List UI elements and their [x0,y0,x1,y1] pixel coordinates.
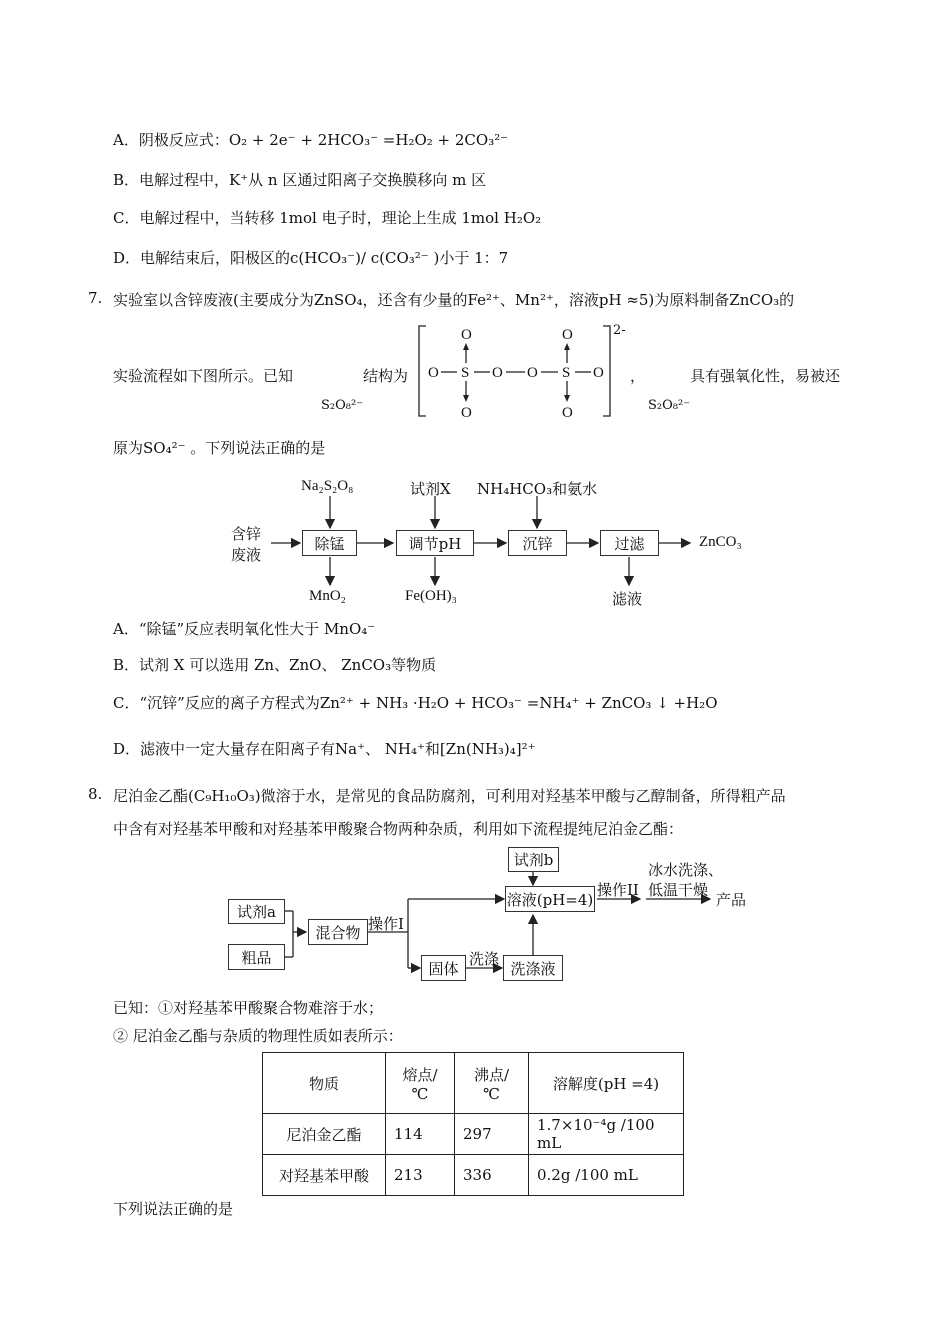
flow-reagent-nh4hco3: NH₄HCO₃和氨水 [477,480,598,498]
option-text: 电解过程中，当转移 1mol 电子时，理论上生成 1mol H₂O₂ [139,209,542,227]
q8-label-op2: 操作II [597,881,639,899]
q8-known-1: 已知：①对羟基苯甲酸聚合物难溶于水； [113,999,384,1017]
table-header-row [263,1053,684,1114]
flow-output-feoh3: Fe(OH)₃ [405,588,457,604]
q8-label-op1: 操作I [368,915,404,933]
table-header-line: ℃ [483,1084,500,1103]
svg-text:O: O [593,365,604,381]
q6-option-d [113,247,508,268]
q7-stem-line2d: 具有强氧化性，易被还 [690,367,841,385]
option-key: B． [113,171,140,189]
q8-box-solid: 固体 [421,955,466,981]
table-row [263,1155,684,1196]
q8-box-wash-liquid: 洗涤液 [503,955,563,981]
s2o8-formula-left: S₂O₈²⁻ [321,398,364,413]
svg-text:O: O [562,405,573,421]
table-cell: 114 [386,1114,455,1155]
q7-stem-line3: 原为SO₄²⁻ 。下列说法正确的是 [113,439,326,457]
option-text: 滤液中一定大量存在阳离子有Na⁺、 NH₄⁺和[Zn(NH₃)₄]²⁺ [140,740,536,758]
table-cell: 336 [455,1155,529,1196]
svg-text:O: O [461,405,472,421]
flow-step-precipitate-zn: 沉锌 [508,530,567,556]
q8-box-mixture: 混合物 [308,919,368,945]
option-key: A． [113,131,139,149]
option-text: “除锰”反应表明氧化性大于 MnO₄⁻ [138,620,376,638]
table-header-cell [386,1053,455,1114]
flow-start-label-1: 含锌 [231,525,262,543]
properties-table [262,1052,684,1196]
table-cell: 1.7×10⁻⁴g /100 mL [529,1114,684,1155]
svg-text:O: O [492,365,503,381]
option-text: 阴极反应式：O₂ + 2e⁻ + 2HCO₃⁻ =H₂O₂ + 2CO₃²⁻ [138,131,509,149]
table-header-line: ℃ [411,1084,429,1103]
q6-option-c [113,207,541,228]
option-text: “沉锌”反应的离子方程式为Zn²⁺ + NH₃ ·H₂O + HCO₃⁻ =NH₄⁺ + ZnCO₃ ↓ +H₂O [139,694,718,712]
q8-label-wash: 洗涤 [469,950,500,968]
flow-step-filter: 过滤 [600,530,659,556]
table-header-line: 熔点/ [402,1065,438,1084]
q8-box-solution: 溶液(pH=4) [505,886,595,912]
option-key: D． [113,249,141,267]
q7-option-c [113,692,718,713]
q8-stem-line1: 尼泊金乙酯(C₉H₁₀O₃)微溶于水，是常见的食品防腐剂，可利用对羟基苯甲酸与乙醇制备，所得粗产品 [113,787,786,805]
table-cell: 尼泊金乙酯 [263,1114,386,1155]
s2o8-formula-right: S₂O₈²⁻ [648,398,691,413]
q8-closing: 下列说法正确的是 [113,1200,234,1218]
flow-output-filtrate: 滤液 [612,590,643,608]
table-header-cell: 物质 [263,1053,386,1114]
q8-label-product: 产品 [716,891,747,909]
q8-box-reagent-b: 试剂b [508,847,559,872]
table-header-line: 沸点/ [473,1065,510,1084]
option-key: D． [113,740,141,758]
q8-number: 8. [88,785,103,803]
flow-output-mno2: MnO₂ [309,588,346,604]
q8-known-2: ② 尼泊金乙酯与杂质的物理性质如表所示： [113,1027,403,1045]
q7-stem-line2b: 结构为 [363,367,409,385]
table-cell: 0.2g /100 mL [529,1155,684,1196]
option-text: 试剂 X 可以选用 Zn、ZnO、 ZnCO₃等物质 [139,656,437,674]
flow-reagent-na2s2o8: Na₂S₂O₈ [301,478,354,494]
q8-label-finish-2: 低温干燥 [648,881,709,899]
table-row [263,1114,684,1155]
option-key: B． [113,656,140,674]
svg-text:S: S [461,365,470,381]
option-key: C． [113,209,140,227]
flow-product: ZnCO₃ [699,534,742,550]
option-text: 电解结束后，阳极区的c(HCO₃⁻)/ c(CO₃²⁻ )小于 1：7 [140,249,509,267]
option-key: A． [113,620,139,638]
q8-stem-line2: 中含有对羟基苯甲酸和对羟基苯甲酸聚合物两种杂质，利用如下流程提纯尼泊金乙酯： [113,820,684,838]
svg-text:O: O [428,365,439,381]
q7-stem-line1: 实验室以含锌废液(主要成分为ZnSO₄，还含有少量的Fe²⁺、Mn²⁺，溶液pH ≈5)为原料制备ZnCO₃的 [113,291,795,309]
table-cell: 对羟基苯甲酸 [263,1155,386,1196]
flow-start-label-2: 废液 [231,546,262,564]
option-text: 电解过程中，K⁺从 n 区通过阳离子交换膜移向 m 区 [139,171,487,189]
q8-box-reagent-a: 试剂a [228,899,285,924]
q7-stem-line2a: 实验流程如下图所示。已知 [113,367,294,385]
q8-label-finish-1: 冰水洗涤、 [648,861,724,879]
svg-text:S: S [562,365,571,381]
flow-step-adjust-ph: 调节pH [396,530,474,556]
table-header-cell [455,1053,529,1114]
q7-stem-line2c: ， [630,367,646,385]
q6-option-a [113,129,508,150]
q7-option-d [113,738,536,759]
option-key: C． [113,694,140,712]
q7-option-b [113,654,436,675]
q7-option-a [113,618,375,639]
flow-step-remove-mn: 除锰 [302,530,357,556]
svg-text:O: O [527,365,538,381]
table-cell: 297 [455,1114,529,1155]
table-cell: 213 [386,1155,455,1196]
flow-reagent-x: 试剂X [410,480,451,498]
q6-option-b [113,169,486,190]
q8-box-crude: 粗品 [228,944,285,970]
svg-text:O: O [562,327,573,343]
q7-number: 7. [88,289,103,307]
table-header-cell: 溶解度(pH =4) [529,1053,684,1114]
struct-charge: 2- [613,323,626,338]
svg-text:O: O [461,327,472,343]
